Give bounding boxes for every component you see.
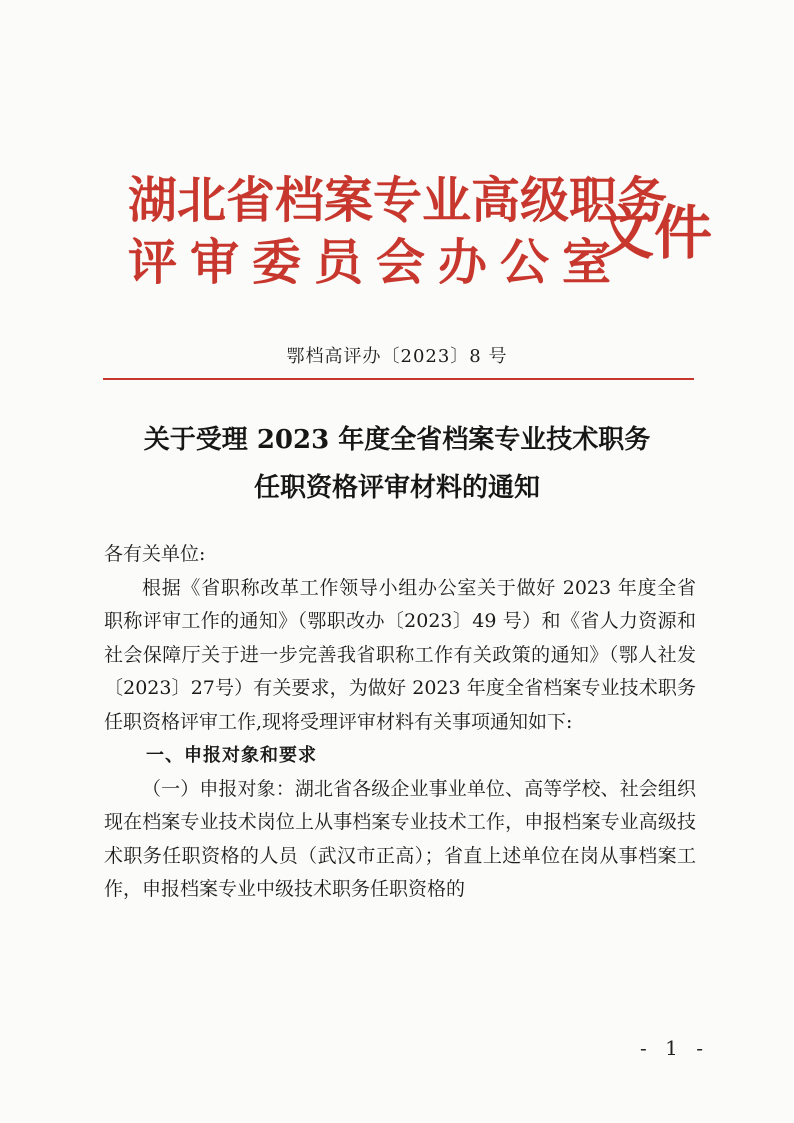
header-org-line1: 湖北省档案专业高级职务 [128, 171, 668, 229]
document-body [104, 538, 696, 907]
red-divider-rule [103, 378, 694, 380]
body-paragraph-2: （一）申报对象：湖北省各级企业事业单位、高等学校、社会组织现在档案专业技术岗位上从事档案专业技术工作，申报档案专业高级技术职务任职资格的人员（武汉市正高）；省直上述单位在岗从事档案工作，申报档案专业中级技术职务任职资格的 [104, 777, 696, 900]
page-number: - 1 - [640, 1036, 709, 1060]
body-paragraph-1: 根据《省职称改革工作领导小组办公室关于做好 2023 年度全省职称评审工作的通知》（鄂职改办〔2023〕49 号）和《省人力资源和社会保障厅关于进一步完善我省职称工作有关政策的通知》（鄂人社发〔2023〕27号）有关要求，为做好 2023 年度全省档案专业技术职务任职资格评审工作,现将受理评审材料有关事项通知如下: [104, 576, 696, 733]
document-title [0, 416, 794, 512]
header-doc-type: 文件 [596, 199, 713, 267]
header-org-line2: 评审委员会办公室 [128, 233, 625, 291]
salutation: 各有关单位: [104, 543, 206, 565]
document-number: 鄂档高评办〔2023〕8 号 [286, 346, 508, 367]
section-heading-1: 一、申报对象和要求 [146, 745, 317, 766]
title-line-1: 关于受理 2023 年度全省档案专业技术职务 [143, 425, 651, 455]
red-header [128, 170, 728, 310]
title-line-2: 任职资格评审材料的通知 [253, 473, 540, 503]
